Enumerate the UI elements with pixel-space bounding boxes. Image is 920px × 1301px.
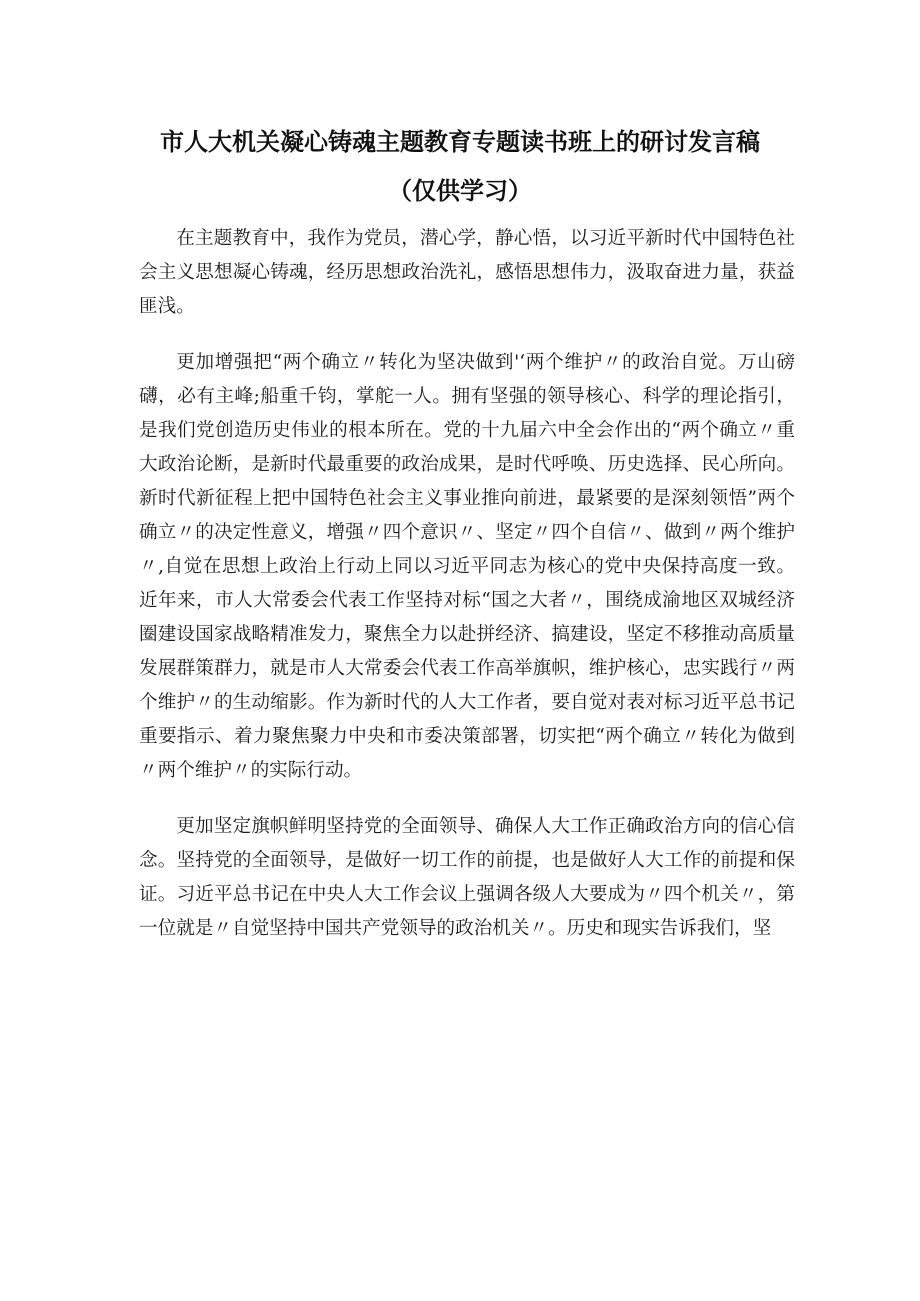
paragraph-intro: 在主题教育中，我作为党员，潜心学，静心悟，以习近平新时代中国特色社会主义思想凝心铸魂，经历思想政治洗礼，感悟思想伟力，汲取奋进力量，获益匪浅。 [139,228,795,317]
document-body [139,222,795,946]
paragraph-party-leadership: 更加坚定旗帜鲜明坚持党的全面领导、确保人大工作正确政治方向的信心信念。坚持党的全面领导，是做好一切工作的前提，也是做好人大工作的前提和保证。习近平总书记在中央人大工作会议上强调各级人大要成为〃四个机关〃，第一位就是〃自觉坚持中国共产党领导的政治机关〃。历史和现实告诉我们，坚 [139,816,795,939]
document-title: 市人大机关凝心铸魂主题教育专题读书班上的研讨发言稿 [160,128,760,156]
document-subtitle: （仅供学习） [388,177,532,205]
paragraph-two-establishments: 更加增强把“两个确立〃转化为坚决做到'‘两个维护〃的政治自觉。万山磅礴，必有主峰;船重千钧，掌舵一人。拥有坚强的领导核心、科学的理论指引，是我们党创造历史伟业的根本所在。党的十九届六中全会作出的“两个确立〃重大政治论断，是新时代最重要的政治成果，是时代呼唤、历史选择、民心所向。新时代新征程上把中国特色社会主义事业推向前进，最紧要的是深刻领悟”两个确立〃的决定性意义，增强〃四个意识〃、坚定〃四个自信〃、做到〃两个维护〃,自觉在思想上政治上行动上同以习近平同志为核心的党中央保持高度一致。近年来，市人大常委会代表工作坚持对标“国之大者〃，围绕成渝地区双城经济圈建设国家战略精准发力，聚焦全力以赴拼经济、搞建设，坚定不移推动高质量发展群策群力，就是市人大常委会代表工作高举旗帜，维护核心，忠实践行〃两个维护〃的生动缩影。作为新时代的人大工作者，要自觉对表对标习近平总书记重要指示、着力聚焦聚力中央和市委决策部署，切实把“两个确立〃转化为做到〃两个维护〃的实际行动。 [139,352,795,781]
